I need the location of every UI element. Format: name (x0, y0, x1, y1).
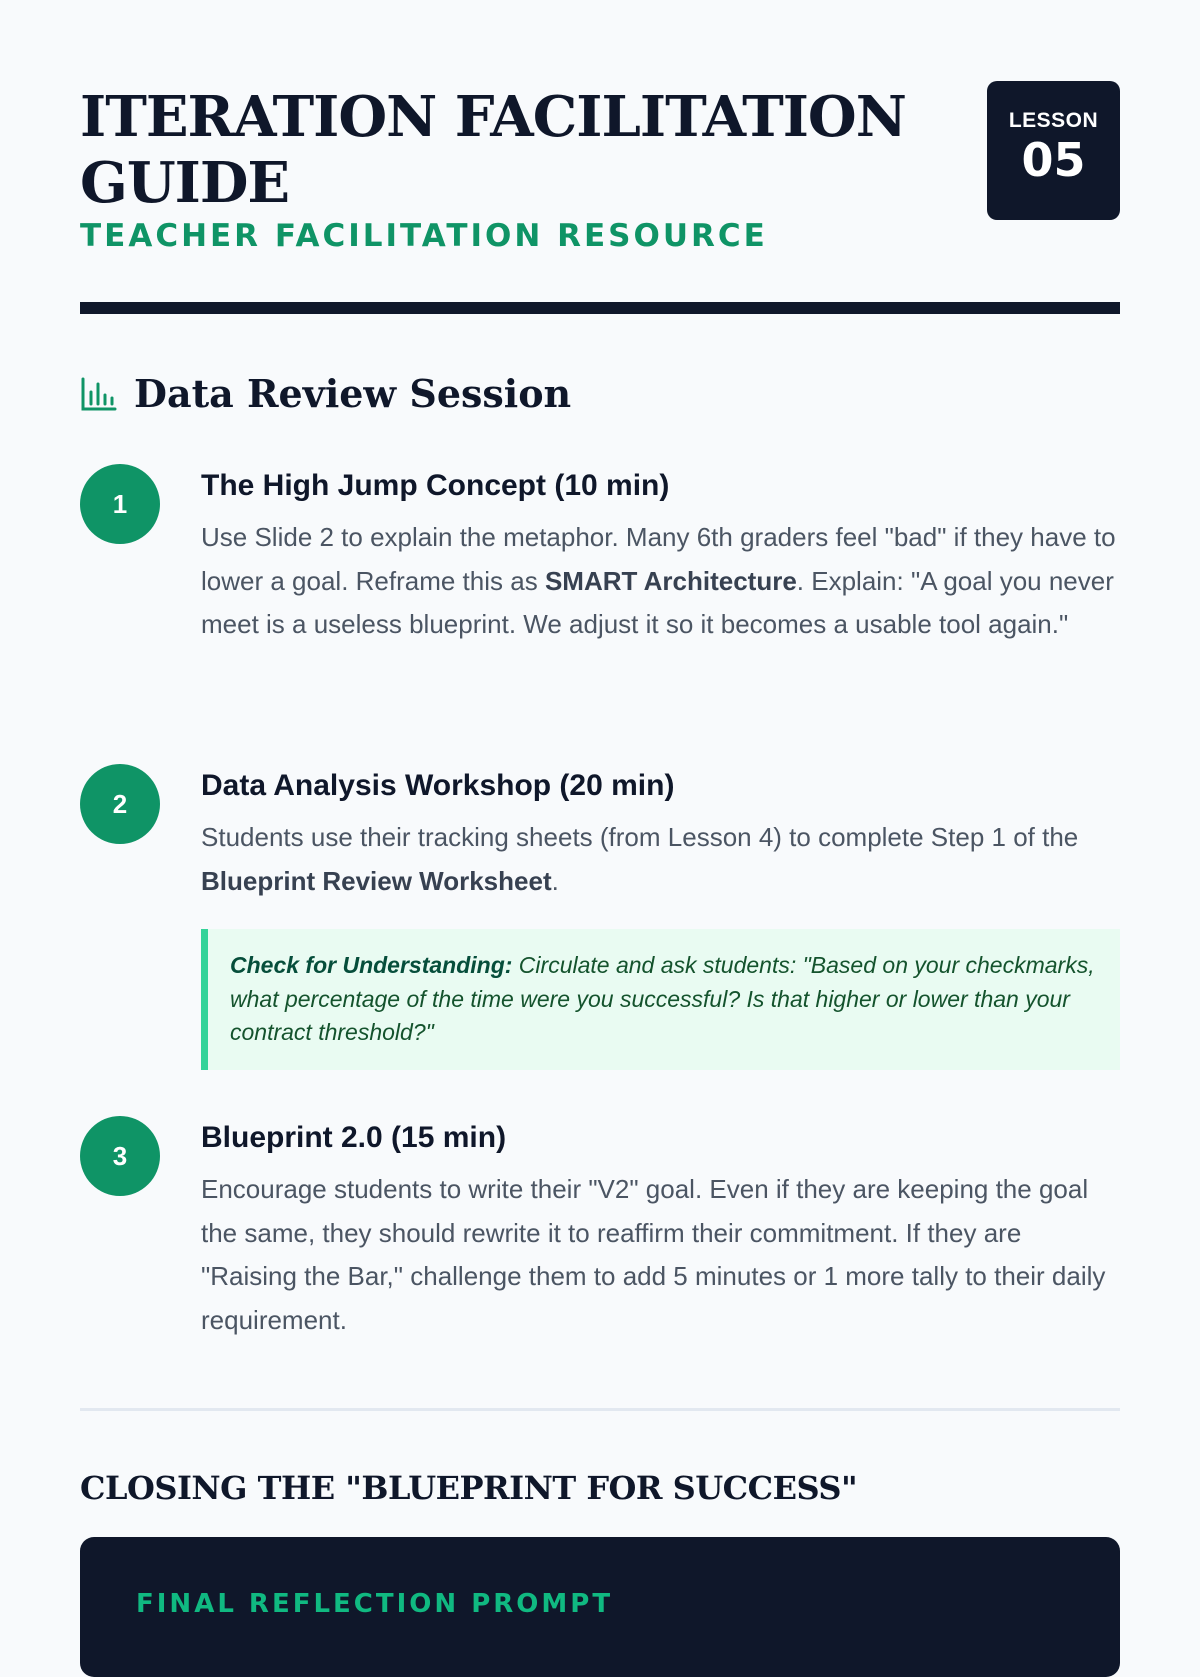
step-description (201, 816, 1120, 903)
reflection-prompt-label: FINAL REFLECTION PROMPT (136, 1589, 614, 1619)
document-header (80, 78, 1120, 318)
closing-section-title: CLOSING THE "BLUEPRINT FOR SUCCESS" (80, 1469, 858, 1507)
lesson-badge (987, 81, 1120, 220)
step-title: The High Jump Concept (10 min) (201, 469, 670, 502)
callout-text: Circulate and ask students: "Based on your checkmarks, what percentage of the time were you successful? Is that higher or lower than your contract threshold?" (230, 952, 1095, 1045)
document-title: ITERATION FACILITATION GUIDE (80, 84, 906, 216)
lesson-label: LESSON (1008, 109, 1099, 132)
step-title: Data Analysis Workshop (20 min) (201, 769, 675, 802)
step-number-badge: 2 (80, 764, 160, 844)
step-title: Blueprint 2.0 (15 min) (201, 1121, 507, 1154)
step-text-part: Students use their tracking sheets (from Lesson 4) to complete Step 1 of the (201, 822, 1079, 852)
step-description (201, 516, 1120, 647)
document-subtitle: TEACHER FACILITATION RESOURCE (80, 218, 768, 254)
reflection-prompt-card (80, 1537, 1120, 1677)
header-divider (80, 302, 1120, 314)
step-text-emphasis: SMART Architecture (544, 565, 797, 596)
step-content (201, 1116, 1120, 1342)
step-text-part: . (551, 865, 559, 896)
step-description: Encourage students to write their "V2" goal. Even if they are keeping the goal the same, they should rewrite it to reaffirm their commitment. If they are "Raising the Bar," challenge them to add 5 minutes or 1 more tally to their daily requirement. (201, 1174, 1106, 1335)
section-divider (80, 1408, 1120, 1411)
bar-chart-icon (80, 376, 118, 412)
lesson-number: 05 (1021, 133, 1086, 187)
step-text-emphasis: Blueprint Review Worksheet (201, 865, 552, 896)
step-text-part: Use Slide 2 to explain the metaphor. Many 6th graders feel "bad" if they have to lower a goal. Reframe this as (201, 522, 1116, 596)
callout-label: Check for Understanding: (230, 952, 513, 978)
step-number-badge: 1 (80, 464, 160, 544)
step-number-badge: 3 (80, 1116, 160, 1196)
step-content (201, 464, 1120, 647)
section-title: Data Review Session (134, 371, 572, 416)
step-text-part: . Explain: "A goal you never meet is a useless blueprint. We adjust it so it becomes a usable tool again." (201, 565, 1114, 639)
step-content (201, 764, 1120, 1070)
check-for-understanding-callout (201, 929, 1120, 1070)
